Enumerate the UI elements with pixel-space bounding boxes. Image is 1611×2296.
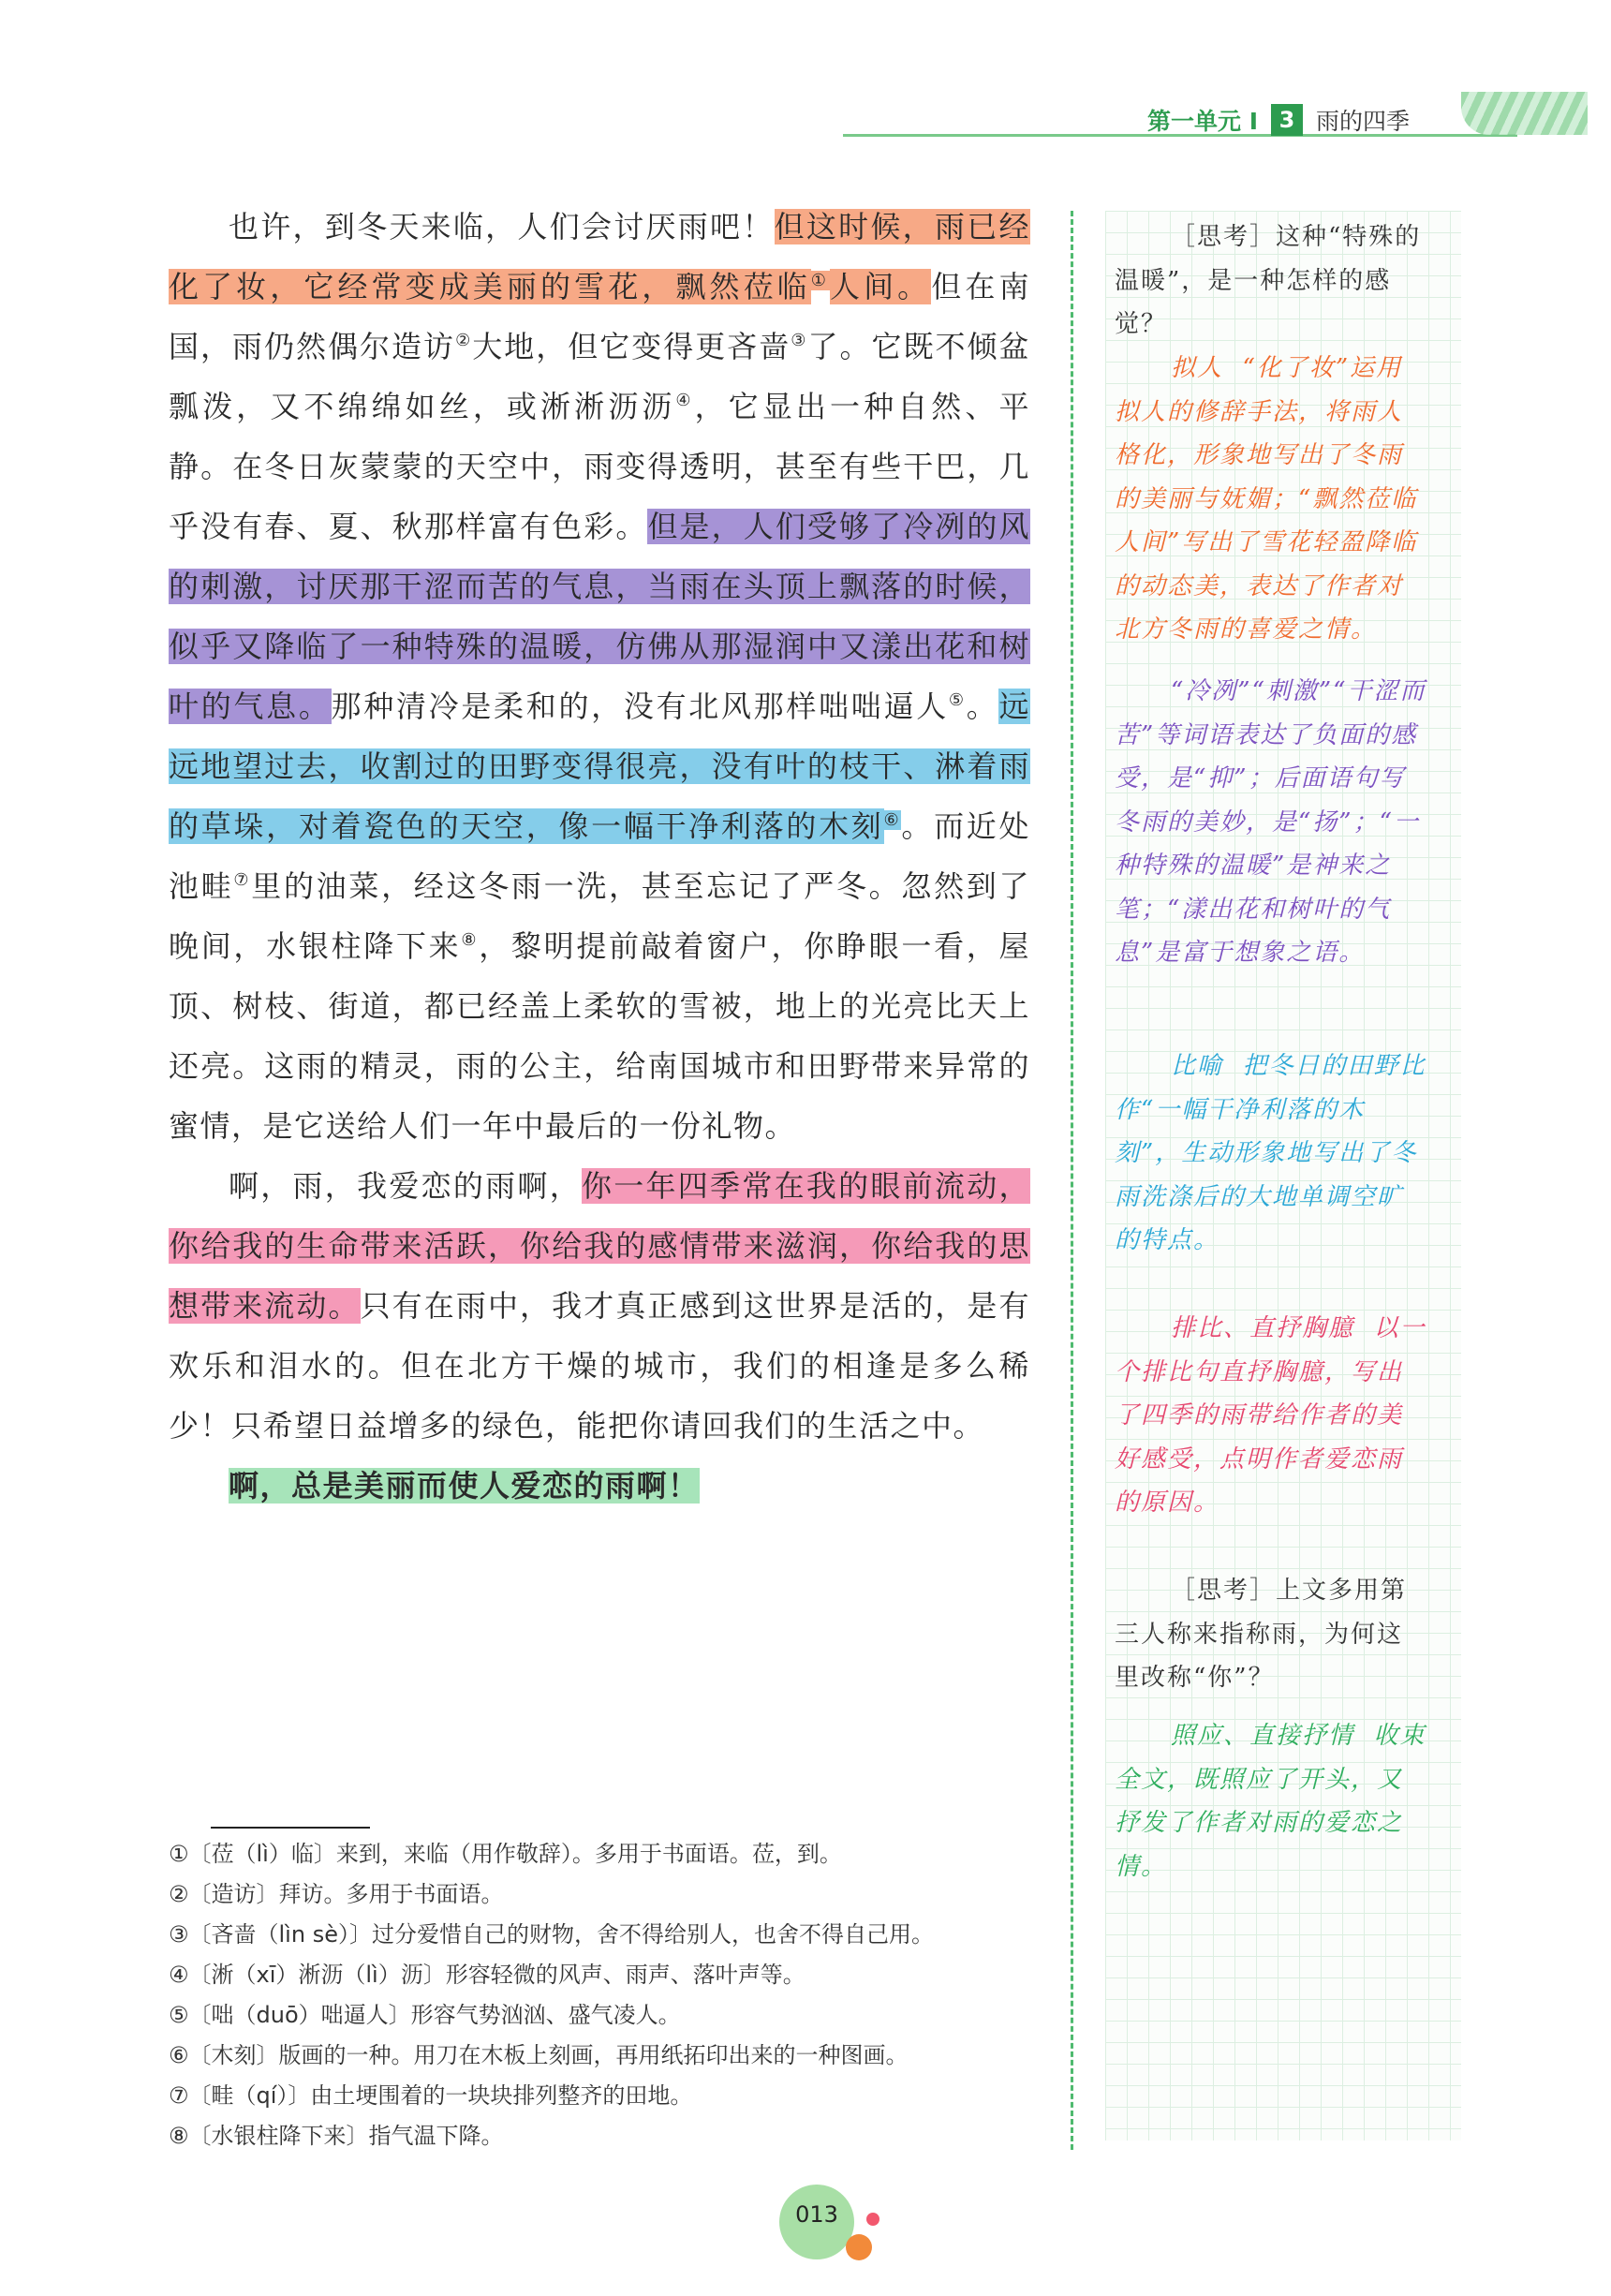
footnote-item: ⑦〔畦（qí）〕由土埂围着的一块块排列整齐的田地。 (169, 2082, 693, 2109)
annotation-text: 收束全文，既照应了开头，又抒发了作者对雨的爱恋之情。 (1115, 1722, 1426, 1881)
text-run: 。 (966, 689, 999, 724)
footnote-ref: ⑦ (233, 870, 252, 890)
text-run: ，它显出一种自然、平静。在冬日灰蒙蒙的天空中，雨变得透明，甚至有些干巴，几乎没有春、夏、秋那样富有色彩。 (169, 389, 1030, 544)
text-run: 但在南国，雨仍然偶尔造访 (169, 269, 1030, 364)
lesson-number-badge: 3 (1271, 104, 1303, 136)
annotation-tag: 比喻 (1171, 1052, 1224, 1080)
footnote-ref: ② (455, 331, 473, 350)
footnote-item: ⑧〔水银柱降下来〕指气温下降。 (169, 2123, 504, 2149)
footnote-item: ①〔莅（lì）临〕来到，来临（用作敬辞）。多用于书面语。莅，到。 (169, 1841, 842, 1867)
highlight-pink: 你一年四季常在我的眼前流动，你给我的生命带来活跃，你给我的感情带来滋润，你给我的思想带来流动。 (169, 1168, 1030, 1324)
lesson-title: 雨的四季 (1316, 108, 1411, 135)
footnote-ref: ① (810, 271, 830, 290)
footnote-item: ③〔吝啬（lìn sè）〕过分爱惜自己的财物，舍不得给别人，也舍不得自己用。 (169, 1921, 934, 1948)
annotation-tag: 照应、直接抒情 (1171, 1722, 1355, 1750)
think-tag: ［思考］ (1171, 223, 1277, 251)
unit-label: 第一单元 I (1147, 108, 1259, 135)
text-run: ，黎明提前敲着窗户，你睁眼一看，屋顶、树枝、街道，都已经盖上柔软的雪被，地上的光亮比天上还亮。这雨的精灵，雨的公主，给南国城市和田野带来异常的蜜情，是它送给人们一年中最后的一份礼物。 (169, 928, 1030, 1144)
annotation-metaphor (1115, 1044, 1428, 1263)
text-run: 。而近处池畦 (169, 808, 1030, 904)
footnote-ref: ⑧ (461, 930, 480, 950)
text-run: 啊，雨，我爱恋的雨啊， (229, 1168, 582, 1204)
highlight-orange: 人间。 (830, 269, 932, 304)
text-run: 大地，但它变得更吝啬 (472, 329, 791, 364)
text-run: 了。它既不倾盆瓢泼，又不绵绵如丝，或淅淅沥沥 (169, 329, 1030, 424)
annotation-contrast (1115, 670, 1428, 975)
decor-dot (846, 2234, 872, 2260)
highlight-purple: 但是，人们受够了冷冽的风的刺激，讨厌那干涩而苦的气息，当雨在头顶上飘落的时候，似乎又降临了一种特殊的温暖，仿佛从那湿润中又漾出花和树叶的气息。 (169, 509, 1030, 724)
footnote-item: ④〔淅（xī）淅沥（lì）沥〕形容轻微的风声、雨声、落叶声等。 (169, 1962, 806, 1988)
annotation-personification (1115, 347, 1428, 652)
text-run: 只有在雨中，我才真正感到这世界是活的，是有欢乐和泪水的。但在北方干燥的城市，我们的相逢是多么稀少！只希望日益增多的绿色，能把你请回我们的生活之中。 (169, 1288, 1030, 1444)
footnote-item: ⑥〔木刻〕版画的一种。用刀在木板上刻画，再用纸拓印出来的一种图画。 (169, 2042, 909, 2068)
highlight-green: 啊，总是美丽而使人爱恋的雨啊！ (229, 1468, 700, 1504)
annotation-tag: 排比、直抒胸臆 (1171, 1314, 1355, 1342)
annotation-echo (1115, 1714, 1428, 1889)
think-text: 上文多用第三人称来指称雨，为何这里改称“你”？ (1115, 1577, 1408, 1692)
main-text (169, 197, 1030, 1516)
footnote-ref: ⑤ (948, 690, 967, 710)
annotation-tag: 拟人 (1171, 354, 1224, 382)
paragraph-3 (169, 1456, 1030, 1516)
think-question-2 (1115, 1569, 1428, 1700)
decor-dot (866, 2213, 879, 2226)
highlight-orange: 但这时候，雨已经化了妆，它经常变成美丽的雪花，飘然莅临 (169, 209, 1030, 304)
footnotes (169, 1834, 1030, 2156)
paragraph-1 (169, 197, 1030, 1156)
highlight-blue: 远远地望过去，收割过的田野变得很亮，没有叶的枝干、淋着雨的草垛，对着瓷色的天空，像一幅干净利落的木刻 (169, 689, 1030, 844)
annotation-text: 把冬日的田野比作“一幅干净利落的木刻”，生动形象地写出了冬雨洗涤后的大地单调空旷的特点。 (1115, 1052, 1426, 1254)
footnote-item: ②〔造访〕拜访。多用于书面语。 (169, 1881, 504, 1907)
footnote-rule (211, 1827, 370, 1829)
annotation-text: “冷冽”“刺激”“干涩而苦”等词语表达了负面的感受，是“抑”；后面语句写冬雨的美妙，是“扬”；“一种特殊的温暖”是神来之笔；“漾出花和树叶的气息”是富于想象之语。 (1115, 677, 1426, 967)
think-text: 这种“特殊的温暖”，是一种怎样的感觉？ (1115, 223, 1422, 338)
annotation-text: 以一个排比句直抒胸臆，写出了四季的雨带给作者的美好感受，点明作者爱恋雨的原因。 (1115, 1314, 1426, 1517)
text-run: 也许，到冬天来临，人们会讨厌雨吧！ (229, 209, 775, 244)
think-question-1 (1115, 215, 1428, 347)
text-run: 那种清冷是柔和的，没有北风那样咄咄逼人 (331, 689, 949, 724)
annotation-text: “化了妆”运用拟人的修辞手法，将雨人格化，形象地写出了冬雨的美丽与妩媚；“飘然莅临人间”写出了雪花轻盈降临的动态美，表达了作者对北方冬雨的喜爱之情。 (1115, 354, 1418, 644)
think-tag: ［思考］ (1171, 1577, 1277, 1605)
paragraph-2 (169, 1156, 1030, 1456)
column-divider (1071, 211, 1073, 2150)
footnote-ref: ④ (675, 391, 695, 410)
footnote-item: ⑤〔咄（duō）咄逼人〕形容气势汹汹、盛气凌人。 (169, 2002, 681, 2028)
footnote-ref: ③ (791, 331, 808, 350)
page-number: 013 (795, 2201, 838, 2228)
header-decoration (1461, 92, 1588, 135)
footnote-ref: ⑥ (883, 810, 902, 830)
annotation-parallelism (1115, 1307, 1428, 1525)
text-run: 里的油菜，经这冬雨一洗，甚至忘记了严冬。忽然到了晚间，水银柱降下来 (169, 868, 1030, 964)
page-header (1147, 101, 1410, 139)
